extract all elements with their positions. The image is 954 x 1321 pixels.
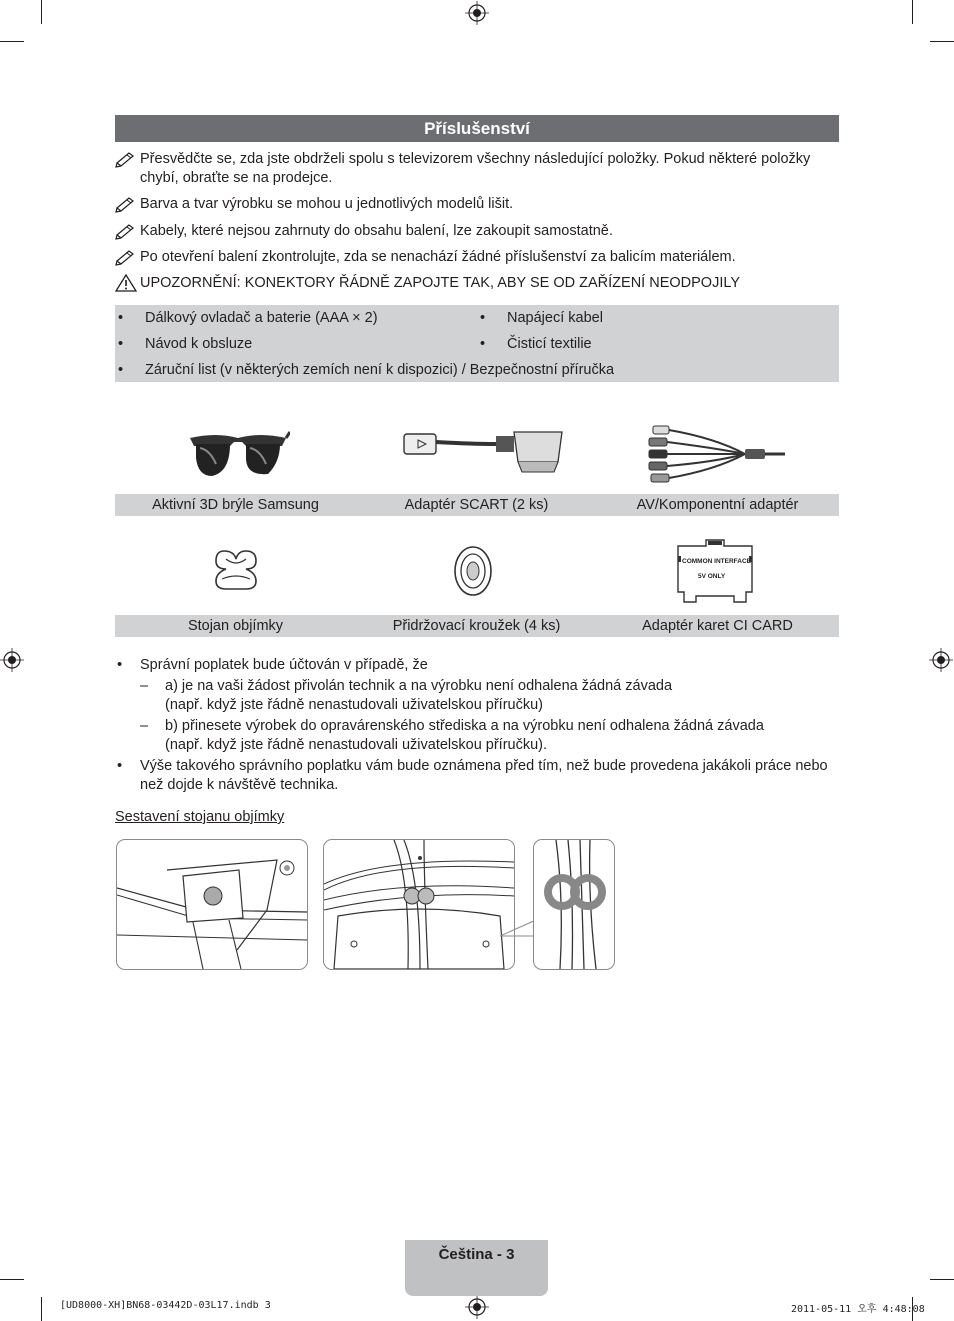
item-label: Aktivní 3D brýle Samsung [152,497,319,513]
stand-assembly-heading: Sestavení stojanu objímky [115,809,285,825]
fee-case-b-note: (např. když jste řádně nenastudovali uživatelskou příručku). [165,737,548,753]
bullet: • [117,758,123,774]
fee-case-a-note: (např. když jste řádně nenastudovali uživatelskou příručku) [165,697,543,713]
av-component-adapter-icon [645,422,790,488]
fee-notice: Výše takového správního poplatku vám bude oznámena před tím, než bude provedena jakákoli práce nebo [140,758,828,774]
print-file-info: [UD8000-XH]BN68-03442D-03L17.indb 3 [60,1300,271,1311]
bullet: • [118,362,124,378]
note-item [115,222,839,241]
fee-case-a: a) je na vaši žádost přivolán technik a na výrobku není odhalena žádná závada [165,678,673,694]
3d-glasses-icon [186,428,290,484]
bullet: • [117,657,123,673]
fee-case-b: b) přinesete výrobek do opravárenského střediska a na výrobku není odhalena žádná závada [165,718,764,734]
item-label: Přidržovací kroužek (4 ks) [392,618,561,634]
note-item [115,195,839,214]
registration-mark-icon [929,648,953,672]
registration-mark-icon [465,1,489,25]
crop-mark [0,1279,24,1280]
accessory-label: Návod k obsluze [145,336,253,352]
accessory-label: Čisticí textilie [507,336,592,352]
crop-mark [0,41,24,42]
bullet: • [480,336,486,352]
item-label: AV/Komponentní adaptér [636,497,799,513]
note-text: Kabely, které nejsou zahrnuty do obsahu balení, lze zakoupit samostatně. [140,223,613,239]
warning-item [115,274,839,293]
note-text: Po otevření balení zkontrolujte, zda se nenachází žádné příslušenství za balicím materiálem. [140,249,736,265]
bullet: • [118,310,124,326]
print-date-info: 2011-05-11 오후 4:48:08 [791,1304,925,1315]
item-label: Adaptér karet CI CARD [642,618,793,634]
note-item [115,248,839,267]
note-text: Přesvědčte se, zda jste obdrželi spolu s televizorem všechny následující položky. Pokud některé položky chybí, obraťte se na prodejce. [140,151,811,186]
crop-mark [41,1297,42,1321]
accessory-label: Napájecí kabel [507,310,603,326]
pencil-note-icon [115,248,137,266]
bullet: • [118,336,124,352]
page-number-tab [405,1240,548,1296]
accessory-label: Dálkový ovladač a baterie (AAA × 2) [145,310,378,326]
crop-mark [912,0,913,24]
note-item [115,150,839,188]
assembly-step-2-illustration [323,839,515,970]
pencil-note-icon [115,150,137,168]
accessory-label: Záruční list (v některých zemích není k dispozici) / Bezpečnostní příručka [145,362,615,378]
dash: – [140,718,149,734]
registration-mark-icon [0,648,24,672]
holder-wire-stand-icon [212,547,260,593]
dash: – [140,678,149,694]
note-text: Barva a tvar výrobku se mohou u jednotlivých modelů lišit. [140,196,514,212]
ci-card-adapter-icon [676,536,754,606]
item-label: Adaptér SCART (2 ks) [404,497,549,513]
section-title: Příslušenství [115,115,839,142]
pencil-note-icon [115,195,137,213]
ci-card-label-line2: 5V ONLY [698,573,726,580]
page-number: Čeština - 3 [438,1246,515,1263]
bullet: • [480,310,486,326]
crop-mark [41,0,42,24]
assembly-step-1-illustration [116,839,308,970]
fee-notice-cont: než dojde k návštěvě technika. [140,777,339,793]
ci-card-label-line1: COMMON INTERFACE [682,558,751,565]
warning-triangle-icon [115,274,137,292]
holder-ring-icon [452,545,494,597]
fee-intro: Správní poplatek bude účtován v případě, že [140,657,428,673]
item-label: Stojan objímky [187,618,284,634]
assembly-step-3-illustration [533,839,615,970]
registration-mark-icon [465,1295,489,1319]
crop-mark [930,1279,954,1280]
crop-mark [930,41,954,42]
pencil-note-icon [115,222,137,240]
scart-adapter-icon [402,428,564,474]
warning-text: UPOZORNĚNÍ: KONEKTORY ŘÁDNĚ ZAPOJTE TAK, ABY SE OD ZAŘÍZENÍ NEODPOJILY [140,275,741,291]
